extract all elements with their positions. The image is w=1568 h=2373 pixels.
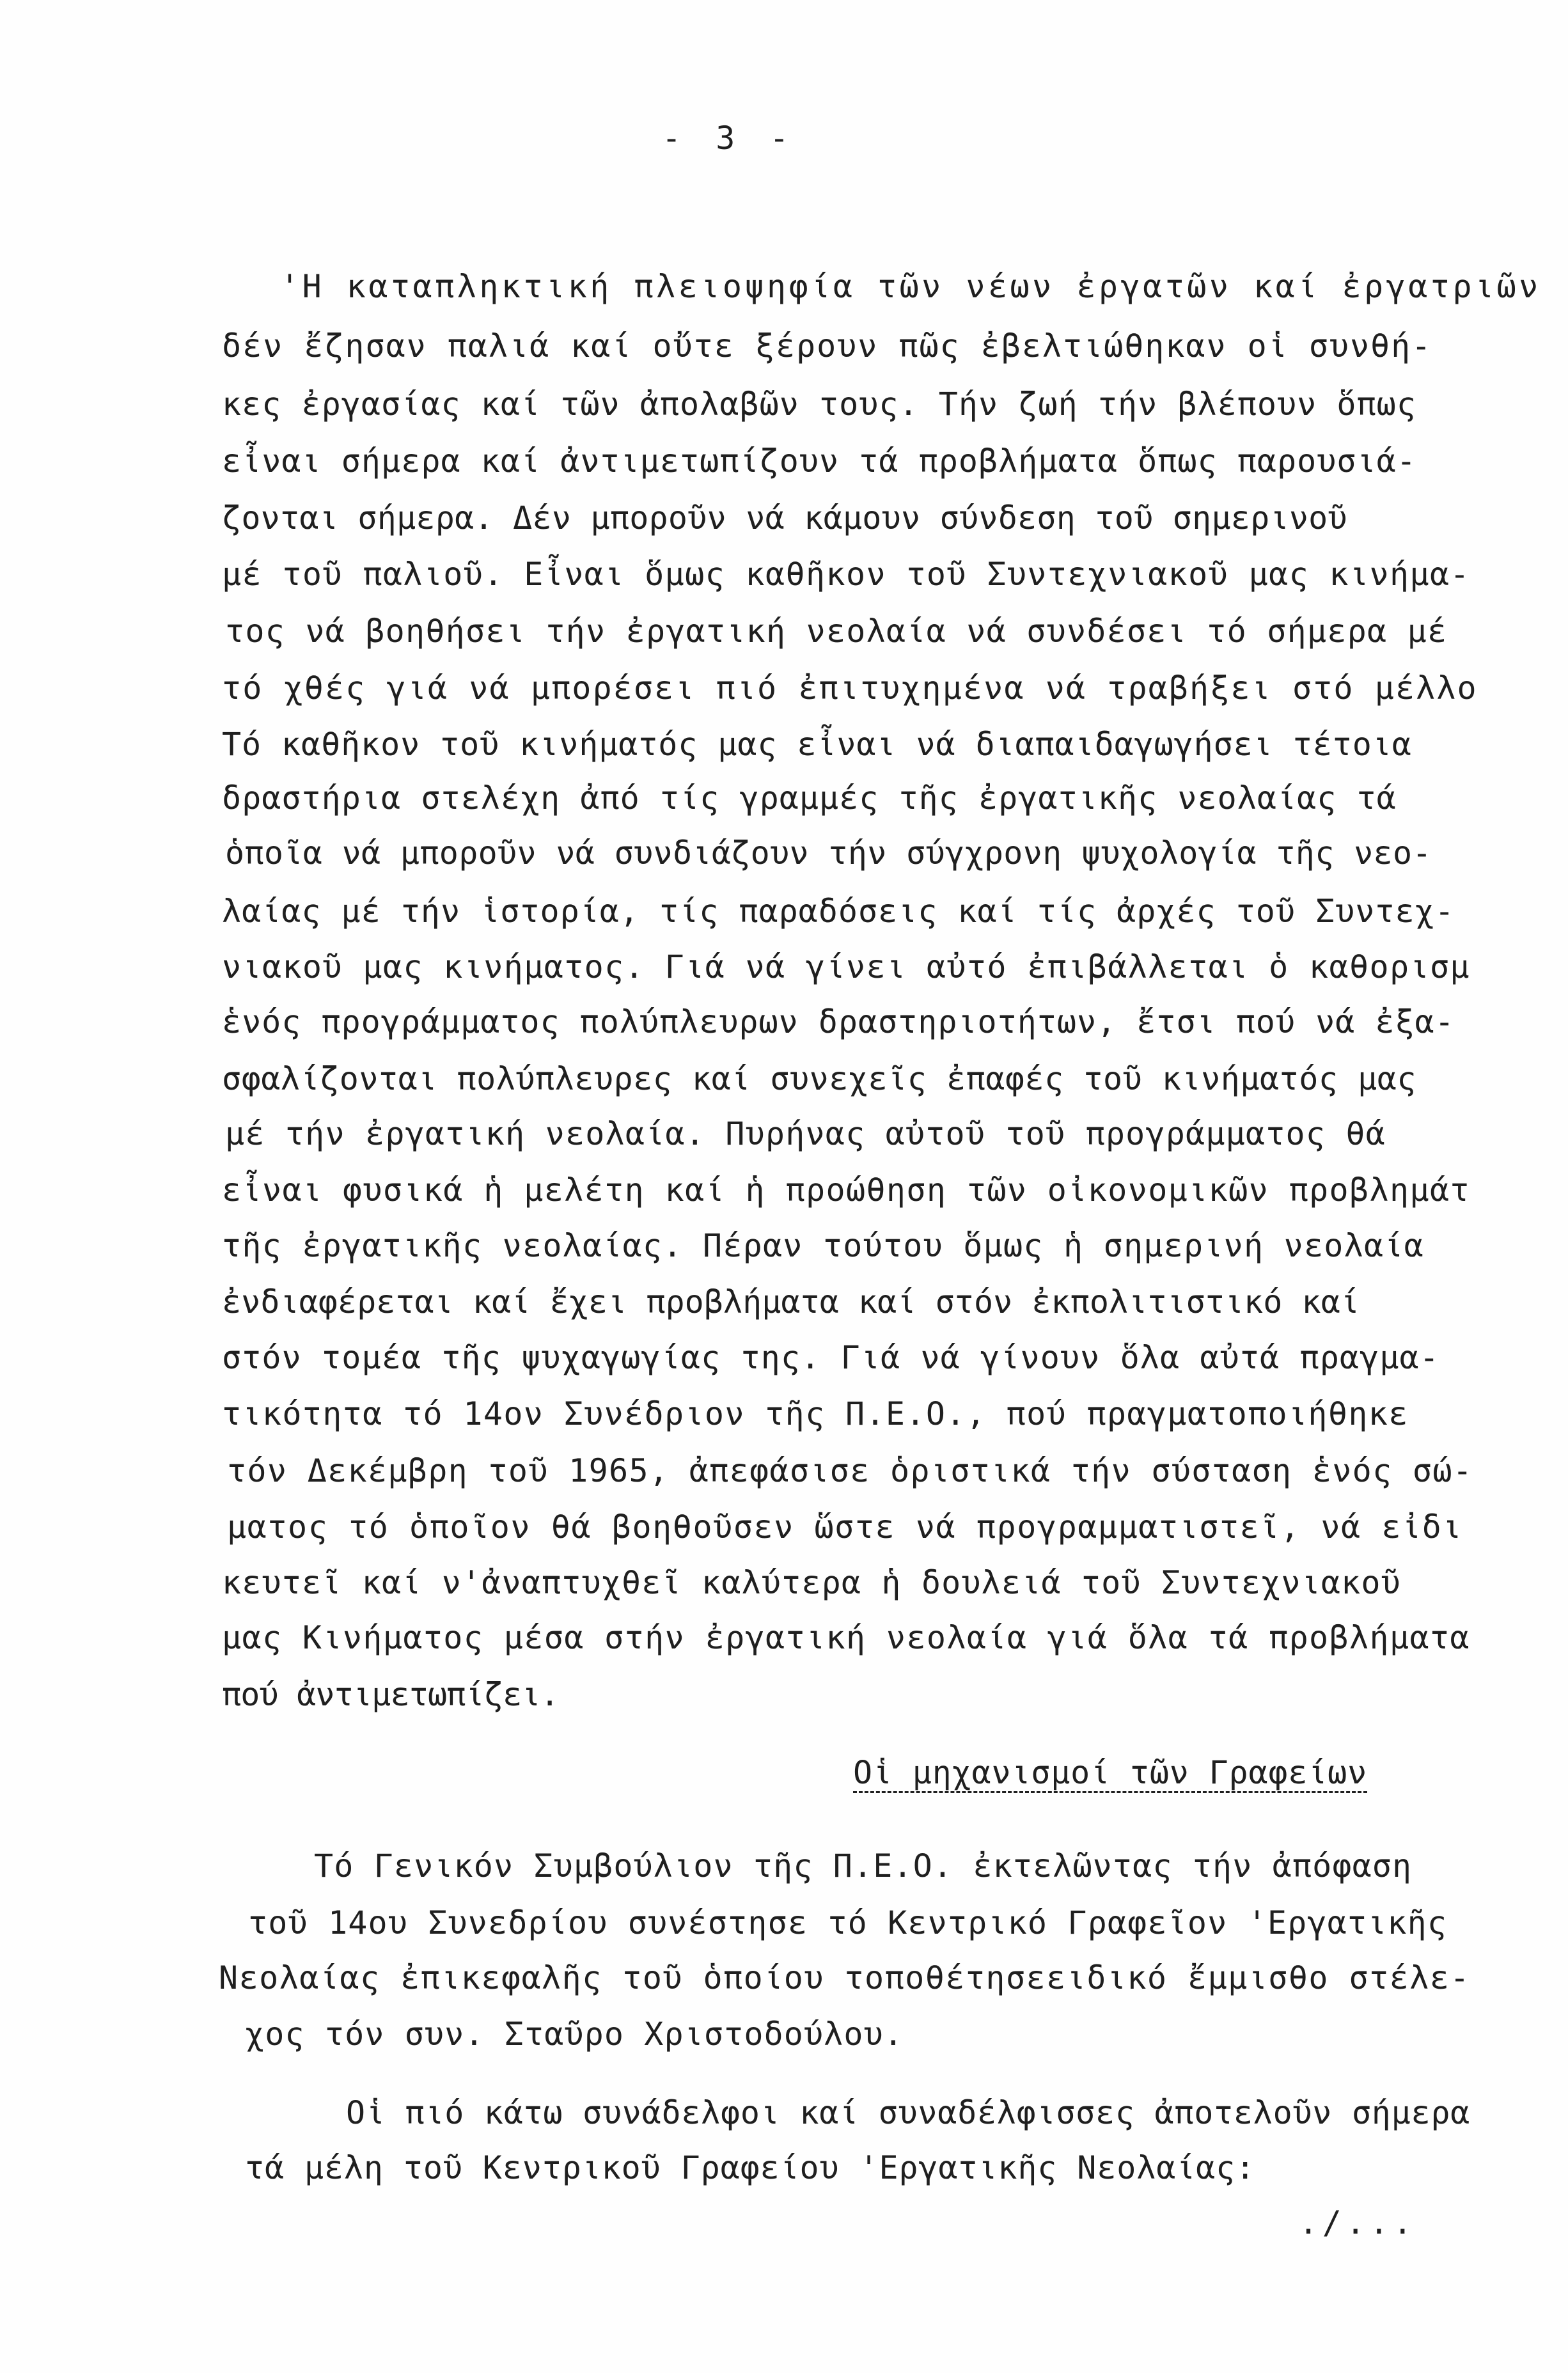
paragraph-1-line: ἐνδιαφέρεται καί ἔχει προβλήματα καί στόν ἐκπολιτιστικό καί: [222, 1283, 1360, 1320]
paragraph-1-line: νιακοῦ μας κινήματος. Γιά νά γίνει αὐτό ἐπιβάλλεται ὁ καθορισμ: [222, 948, 1470, 985]
paragraph-1-line: τό χθές γιά νά μπορέσει πιό ἐπιτυχημένα νά τραβήξει στό μέλλο: [222, 670, 1478, 707]
paragraph-1-line: στόν τομέα τῆς ψυχαγωγίας της. Γιά νά γίνουν ὅλα αὐτά πραγμα-: [222, 1339, 1439, 1376]
paragraph-2-line: Τό Γενικόν Συμβούλιον τῆς Π.Ε.Ο. ἐκτελῶντας τήν ἀπόφαση: [314, 1847, 1413, 1884]
paragraph-1-line: κες ἐργασίας καί τῶν ἀπολαβῶν τους. Τήν ζωή τήν βλέπουν ὅπως: [222, 386, 1416, 423]
paragraph-1-line: δέν ἔζησαν παλιά καί οὔτε ξέρουν πῶς ἐβελτιώθηκαν οἱ συνθή-: [222, 327, 1432, 364]
paragraph-2-line: τοῦ 14ου Συνεδρίου συνέστησε τό Κεντρικό Γραφεῖον 'Εργατικῆς: [248, 1904, 1448, 1941]
paragraph-1-line: μέ τήν ἐργατική νεολαία. Πυρήνας αὐτοῦ τοῦ προγράμματος θά: [225, 1115, 1386, 1152]
paragraph-1-line: ζονται σήμερα. Δέν μποροῦν νά κάμουν σύνδεση τοῦ σημερινοῦ: [222, 499, 1347, 536]
paragraph-1-line: σφαλίζονται πολύπλευρες καί συνεχεῖς ἐπαφές τοῦ κινήματός μας: [222, 1060, 1416, 1097]
paragraph-1-line: τος νά βοηθήσει τήν ἐργατική νεολαία νά συνδέσει τό σήμερα μέ: [225, 613, 1448, 650]
paragraph-1-line: τῆς ἐργατικῆς νεολαίας. Πέραν τούτου ὅμως ἡ σημερινή νεολαία: [222, 1227, 1424, 1264]
paragraph-1-line: μέ τοῦ παλιοῦ. Εἶναι ὅμως καθῆκον τοῦ Συντεχνιακοῦ μας κινήμα-: [222, 556, 1470, 593]
paragraph-1-line: ματος τό ὁποῖον θά βοηθοῦσεν ὥστε νά προγραμματιστεῖ, νά εἰδι: [227, 1508, 1463, 1546]
paragraph-1-line: ὁποῖα νά μποροῦν νά συνδιάζουν τήν σύγχρονη ψυχολογία τῆς νεο-: [225, 834, 1432, 872]
paragraph-3-line: τά μέλη τοῦ Κεντρικοῦ Γραφείου 'Εργατικῆς Νεολαίας:: [245, 2149, 1256, 2186]
paragraph-1-line: τόν Δεκέμβρη τοῦ 1965, ἀπεφάσισε ὁριστικά τήν σύσταση ἑνός σώ-: [227, 1452, 1473, 1489]
paragraph-1-line: ἑνός προγράμματος πολύπλευρων δραστηριοτήτων, ἔτσι πού νά ἐξα-: [222, 1003, 1455, 1040]
paragraph-1-line: λαίας μέ τήν ἱστορία, τίς παραδόσεις καί τίς ἀρχές τοῦ Συντεχ-: [222, 893, 1455, 930]
paragraph-1-line: κευτεῖ καί ν'ἀναπτυχθεῖ καλύτερα ἡ δουλειά τοῦ Συντεχνιακοῦ: [222, 1564, 1401, 1601]
paragraph-1-line: Τό καθῆκον τοῦ κινήματός μας εἶναι νά διαπαιδαγωγήσει τέτοια: [222, 726, 1412, 763]
paragraph-1-line: εἶναι σήμερα καί ἀντιμετωπίζουν τά προβλήματα ὅπως παρουσιά-: [222, 442, 1416, 480]
paragraph-2-line: χος τόν συν. Σταῦρο Χριστοδούλου.: [245, 2016, 904, 2053]
continuation-mark: ./...: [1299, 2204, 1417, 2241]
paragraph-1-line: δραστήρια στελέχη ἀπό τίς γραμμές τῆς ἐργατικῆς νεολαίας τά: [222, 779, 1397, 817]
paragraph-3-line: Οἱ πιό κάτω συνάδελφοι καί συναδέλφισσες ἀποτελοῦν σήμερα: [346, 2094, 1471, 2131]
page-number: - 3 -: [662, 120, 797, 157]
paragraph-1-line: τικότητα τό 14ον Συνέδριον τῆς Π.Ε.Ο., πού πραγματοποιήθηκε: [222, 1395, 1409, 1432]
paragraph-1-line: εἶναι φυσικά ἡ μελέτη καί ἡ προώθηση τῶν οἰκονομικῶν προβλημάτ: [222, 1171, 1470, 1209]
paragraph-2-line: Νεολαίας ἐπικεφαλῆς τοῦ ὁποίου τοποθέτησεειδικό ἔμμισθο στέλε-: [219, 1959, 1470, 1996]
paragraph-1-line: 'Η καταπληκτική πλειοψηφία τῶν νέων ἐργατῶν καί ἐργατριῶν: [280, 268, 1541, 305]
paragraph-1-line: πού ἀντιμετωπίζει.: [222, 1676, 559, 1713]
section-heading: Οἱ μηχανισμοί τῶν Γραφείων: [853, 1754, 1367, 1791]
paragraph-1-line: μας Κινήματος μέσα στήν ἐργατική νεολαία γιά ὅλα τά προβλήματα: [222, 1619, 1470, 1656]
